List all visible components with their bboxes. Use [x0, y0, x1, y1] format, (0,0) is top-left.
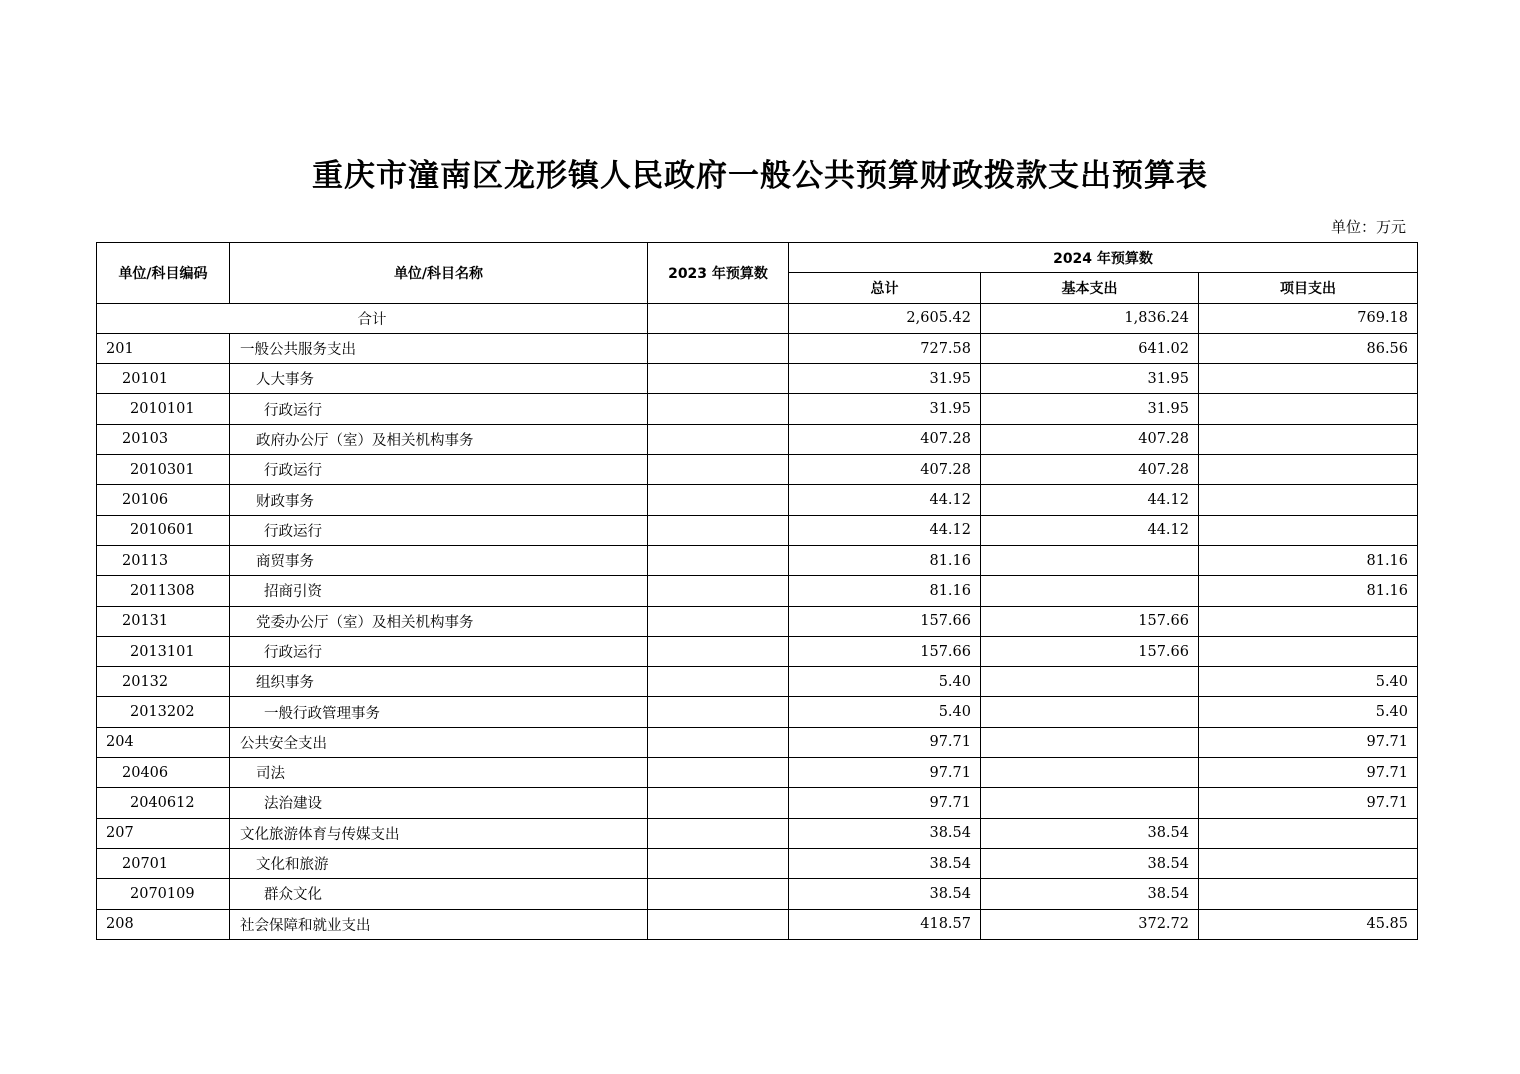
cell-project — [1199, 818, 1418, 848]
cell-project — [1199, 606, 1418, 636]
cell-code: 204 — [97, 727, 230, 757]
table-row — [97, 424, 1418, 454]
cell-code: 2010301 — [97, 455, 230, 485]
cell-prev-year — [648, 848, 789, 878]
header-project: 项目支出 — [1199, 273, 1418, 303]
cell-basic: 31.95 — [981, 364, 1199, 394]
cell-total: 44.12 — [789, 485, 981, 515]
cell-code: 20106 — [97, 485, 230, 515]
cell-total: 157.66 — [789, 606, 981, 636]
table-row — [97, 333, 1418, 363]
page-title: 重庆市潼南区龙形镇人民政府一般公共预算财政拨款支出预算表 — [312, 158, 1208, 194]
table-row — [97, 909, 1418, 939]
cell-total: 407.28 — [789, 455, 981, 485]
cell-name: 社会保障和就业支出 — [230, 909, 648, 939]
cell-name: 行政运行 — [230, 636, 648, 666]
cell-basic — [981, 727, 1199, 757]
cell-name: 公共安全支出 — [230, 727, 648, 757]
cell-prev-year — [648, 485, 789, 515]
cell-prev-year — [648, 545, 789, 575]
budget-table — [96, 242, 1418, 940]
cell-project — [1199, 848, 1418, 878]
cell-prev-year — [648, 758, 789, 788]
cell-prev-year — [648, 333, 789, 363]
cell-project — [1199, 394, 1418, 424]
cell-project: 5.40 — [1199, 667, 1418, 697]
cell-project: 97.71 — [1199, 758, 1418, 788]
cell-prev-year — [648, 606, 789, 636]
cell-basic: 44.12 — [981, 485, 1199, 515]
cell-name: 党委办公厅（室）及相关机构事务 — [230, 606, 648, 636]
summary-label: 合计 — [97, 303, 648, 333]
header-basic: 基本支出 — [981, 273, 1199, 303]
table-row — [97, 818, 1418, 848]
table-row — [97, 515, 1418, 545]
table-row — [97, 727, 1418, 757]
summary-basic: 1,836.24 — [981, 303, 1199, 333]
table-row — [97, 636, 1418, 666]
table-row — [97, 394, 1418, 424]
cell-name: 文化旅游体育与传媒支出 — [230, 818, 648, 848]
cell-project: 97.71 — [1199, 788, 1418, 818]
summary-prev — [648, 303, 789, 333]
header-cur-year: 2024 年预算数 — [789, 243, 1418, 273]
cell-prev-year — [648, 394, 789, 424]
cell-code: 2010601 — [97, 515, 230, 545]
header-name: 单位/科目名称 — [230, 243, 648, 304]
cell-project — [1199, 424, 1418, 454]
cell-basic — [981, 576, 1199, 606]
cell-name: 人大事务 — [230, 364, 648, 394]
cell-basic: 407.28 — [981, 424, 1199, 454]
cell-basic — [981, 788, 1199, 818]
cell-total: 31.95 — [789, 364, 981, 394]
cell-name: 一般公共服务支出 — [230, 333, 648, 363]
cell-basic: 38.54 — [981, 818, 1199, 848]
cell-basic: 44.12 — [981, 515, 1199, 545]
cell-name: 行政运行 — [230, 394, 648, 424]
cell-name: 行政运行 — [230, 515, 648, 545]
summary-row — [97, 303, 1418, 333]
cell-name: 财政事务 — [230, 485, 648, 515]
cell-project: 45.85 — [1199, 909, 1418, 939]
header-total: 总计 — [789, 273, 981, 303]
cell-total: 157.66 — [789, 636, 981, 666]
cell-prev-year — [648, 576, 789, 606]
cell-basic: 157.66 — [981, 606, 1199, 636]
table-row — [97, 576, 1418, 606]
cell-project: 81.16 — [1199, 545, 1418, 575]
cell-prev-year — [648, 636, 789, 666]
cell-project — [1199, 515, 1418, 545]
cell-total: 97.71 — [789, 727, 981, 757]
cell-total: 727.58 — [789, 333, 981, 363]
cell-basic: 407.28 — [981, 455, 1199, 485]
cell-code: 2011308 — [97, 576, 230, 606]
table-row — [97, 879, 1418, 909]
cell-basic: 641.02 — [981, 333, 1199, 363]
table-body — [97, 303, 1418, 939]
cell-basic — [981, 758, 1199, 788]
table-row — [97, 788, 1418, 818]
cell-total: 418.57 — [789, 909, 981, 939]
cell-name: 文化和旅游 — [230, 848, 648, 878]
cell-total: 97.71 — [789, 788, 981, 818]
cell-total: 38.54 — [789, 848, 981, 878]
unit-label: 单位：万元 — [1330, 218, 1406, 236]
cell-total: 407.28 — [789, 424, 981, 454]
table-header — [97, 243, 1418, 304]
cell-total: 81.16 — [789, 576, 981, 606]
cell-prev-year — [648, 455, 789, 485]
cell-code: 201 — [97, 333, 230, 363]
cell-basic — [981, 667, 1199, 697]
cell-code: 208 — [97, 909, 230, 939]
cell-total: 38.54 — [789, 818, 981, 848]
cell-project — [1199, 485, 1418, 515]
cell-basic: 31.95 — [981, 394, 1199, 424]
cell-name: 组织事务 — [230, 667, 648, 697]
table-row — [97, 364, 1418, 394]
cell-project: 97.71 — [1199, 727, 1418, 757]
cell-code: 20132 — [97, 667, 230, 697]
cell-name: 司法 — [230, 758, 648, 788]
table-row — [97, 606, 1418, 636]
cell-prev-year — [648, 364, 789, 394]
cell-project: 5.40 — [1199, 697, 1418, 727]
cell-code: 2070109 — [97, 879, 230, 909]
cell-code: 2040612 — [97, 788, 230, 818]
cell-prev-year — [648, 788, 789, 818]
cell-code: 20101 — [97, 364, 230, 394]
cell-project — [1199, 455, 1418, 485]
cell-prev-year — [648, 424, 789, 454]
cell-name: 商贸事务 — [230, 545, 648, 575]
cell-basic — [981, 697, 1199, 727]
table-row — [97, 485, 1418, 515]
cell-total: 81.16 — [789, 545, 981, 575]
cell-code: 207 — [97, 818, 230, 848]
cell-prev-year — [648, 515, 789, 545]
table-row — [97, 455, 1418, 485]
cell-name: 政府办公厅（室）及相关机构事务 — [230, 424, 648, 454]
cell-project: 81.16 — [1199, 576, 1418, 606]
table-row — [97, 848, 1418, 878]
cell-code: 20406 — [97, 758, 230, 788]
cell-total: 5.40 — [789, 667, 981, 697]
header-code: 单位/科目编码 — [97, 243, 230, 304]
cell-code: 20131 — [97, 606, 230, 636]
table-row — [97, 667, 1418, 697]
cell-name: 一般行政管理事务 — [230, 697, 648, 727]
cell-code: 20701 — [97, 848, 230, 878]
cell-total: 97.71 — [789, 758, 981, 788]
cell-prev-year — [648, 697, 789, 727]
cell-total: 38.54 — [789, 879, 981, 909]
cell-basic: 38.54 — [981, 848, 1199, 878]
cell-name: 群众文化 — [230, 879, 648, 909]
table-row — [97, 545, 1418, 575]
cell-basic: 157.66 — [981, 636, 1199, 666]
table-row — [97, 697, 1418, 727]
cell-project — [1199, 364, 1418, 394]
cell-name: 法治建设 — [230, 788, 648, 818]
cell-project — [1199, 879, 1418, 909]
table-row — [97, 758, 1418, 788]
header-prev-year: 2023 年预算数 — [648, 243, 789, 304]
cell-project — [1199, 636, 1418, 666]
cell-name: 招商引资 — [230, 576, 648, 606]
cell-total: 5.40 — [789, 697, 981, 727]
cell-basic — [981, 545, 1199, 575]
cell-project: 86.56 — [1199, 333, 1418, 363]
cell-code: 20113 — [97, 545, 230, 575]
cell-code: 2010101 — [97, 394, 230, 424]
cell-code: 20103 — [97, 424, 230, 454]
summary-total: 2,605.42 — [789, 303, 981, 333]
cell-code: 2013101 — [97, 636, 230, 666]
cell-prev-year — [648, 667, 789, 697]
cell-basic: 38.54 — [981, 879, 1199, 909]
cell-name: 行政运行 — [230, 455, 648, 485]
cell-total: 31.95 — [789, 394, 981, 424]
cell-prev-year — [648, 909, 789, 939]
cell-prev-year — [648, 818, 789, 848]
summary-project: 769.18 — [1199, 303, 1418, 333]
cell-prev-year — [648, 727, 789, 757]
cell-basic: 372.72 — [981, 909, 1199, 939]
cell-prev-year — [648, 879, 789, 909]
cell-total: 44.12 — [789, 515, 981, 545]
cell-code: 2013202 — [97, 697, 230, 727]
